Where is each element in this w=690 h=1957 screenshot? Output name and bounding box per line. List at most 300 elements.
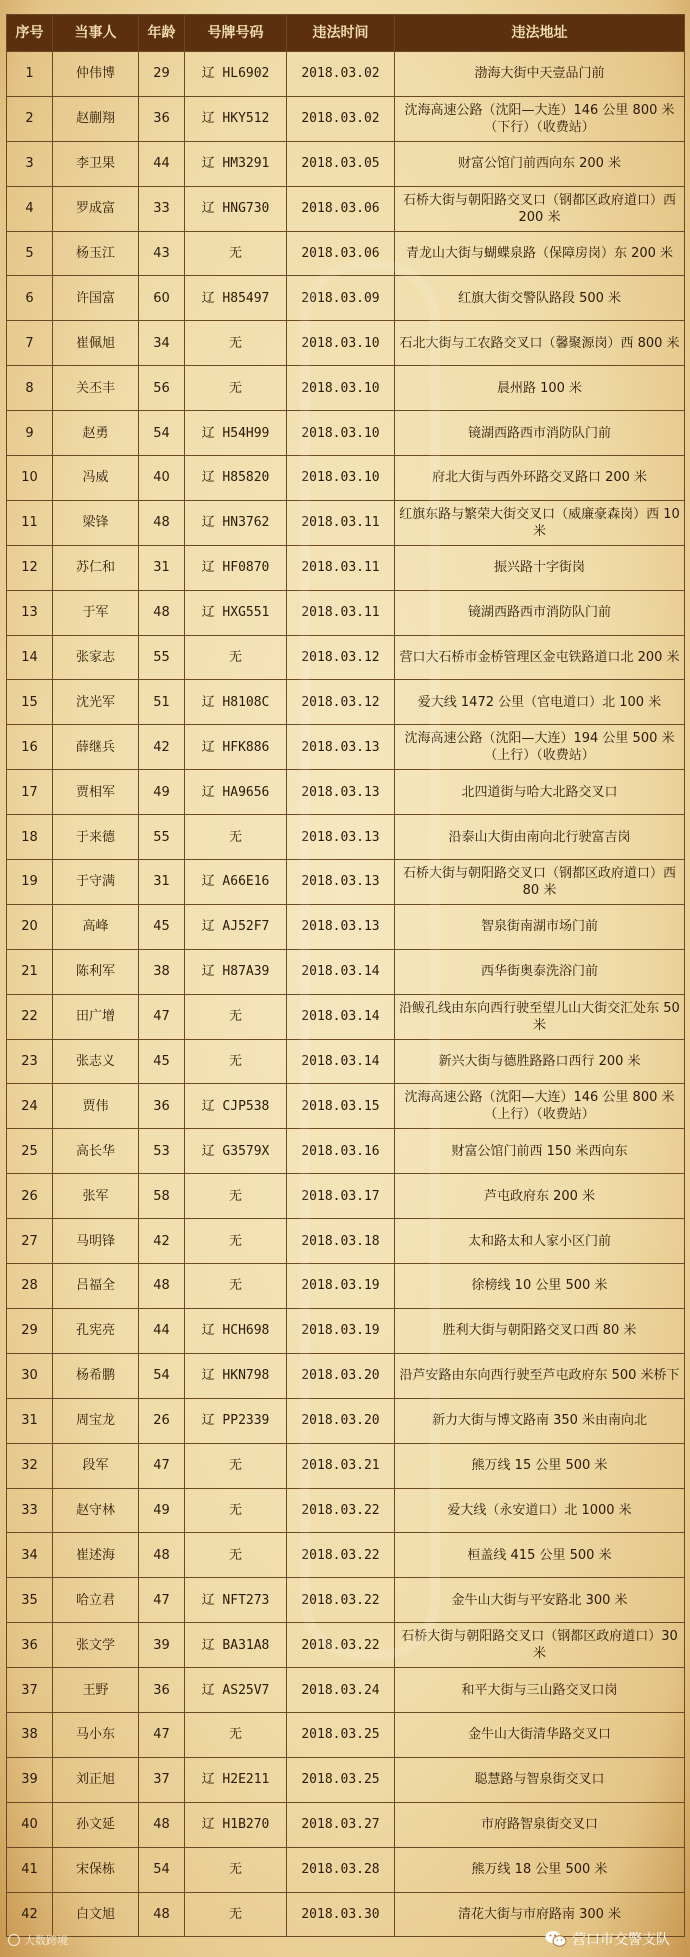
cell-age: 47 bbox=[139, 994, 185, 1039]
cell-index: 12 bbox=[7, 545, 53, 590]
cell-index: 5 bbox=[7, 231, 53, 276]
cell-date: 2018.03.19 bbox=[287, 1264, 395, 1309]
cell-date: 2018.03.13 bbox=[287, 904, 395, 949]
cell-plate: 无 bbox=[185, 1488, 287, 1533]
cell-address: 芦屯政府东 200 米 bbox=[395, 1174, 685, 1219]
table-row bbox=[7, 590, 685, 635]
cell-party: 赵勇 bbox=[53, 411, 139, 456]
cell-date: 2018.03.22 bbox=[287, 1623, 395, 1668]
cell-address: 聪慧路与智泉街交叉口 bbox=[395, 1757, 685, 1802]
table-row bbox=[7, 1264, 685, 1309]
cell-party: 孔宪亮 bbox=[53, 1308, 139, 1353]
table-row bbox=[7, 1757, 685, 1802]
cell-party: 白文旭 bbox=[53, 1892, 139, 1937]
cell-party: 薛继兵 bbox=[53, 725, 139, 770]
cell-age: 33 bbox=[139, 186, 185, 231]
table-row bbox=[7, 860, 685, 905]
cell-party: 张志义 bbox=[53, 1039, 139, 1084]
cell-index: 27 bbox=[7, 1219, 53, 1264]
table-row bbox=[7, 1039, 685, 1084]
cell-index: 35 bbox=[7, 1578, 53, 1623]
logo-icon bbox=[8, 1934, 20, 1946]
cell-plate: 无 bbox=[185, 1533, 287, 1578]
cell-age: 48 bbox=[139, 1533, 185, 1578]
cell-date: 2018.03.20 bbox=[287, 1353, 395, 1398]
cell-party: 高峰 bbox=[53, 904, 139, 949]
cell-address: 金牛山大街清华路交叉口 bbox=[395, 1712, 685, 1757]
cell-address: 和平大街与三山路交叉口岗 bbox=[395, 1668, 685, 1713]
cell-address: 渤海大街中天壹品门前 bbox=[395, 52, 685, 97]
cell-party: 马明锋 bbox=[53, 1219, 139, 1264]
cell-party: 孙文延 bbox=[53, 1802, 139, 1847]
cell-index: 26 bbox=[7, 1174, 53, 1219]
cell-party: 陈利军 bbox=[53, 949, 139, 994]
cell-address: 石北大街与工农路交叉口（馨聚源岗）西 800 米 bbox=[395, 321, 685, 366]
table-row bbox=[7, 500, 685, 545]
cell-date: 2018.03.02 bbox=[287, 96, 395, 141]
cell-party: 杨玉江 bbox=[53, 231, 139, 276]
cell-age: 48 bbox=[139, 500, 185, 545]
cell-date: 2018.03.13 bbox=[287, 770, 395, 815]
cell-address: 石桥大街与朝阳路交叉口（钢都区政府道口）西 200 米 bbox=[395, 186, 685, 231]
cell-date: 2018.03.12 bbox=[287, 635, 395, 680]
cell-date: 2018.03.14 bbox=[287, 1039, 395, 1084]
cell-address: 爱大线（永安道口）北 1000 米 bbox=[395, 1488, 685, 1533]
table-row bbox=[7, 635, 685, 680]
cell-party: 关丕丰 bbox=[53, 366, 139, 411]
table-row bbox=[7, 949, 685, 994]
cell-date: 2018.03.09 bbox=[287, 276, 395, 321]
cell-plate: 辽 HCH698 bbox=[185, 1308, 287, 1353]
cell-age: 26 bbox=[139, 1398, 185, 1443]
cell-age: 34 bbox=[139, 321, 185, 366]
table-row bbox=[7, 411, 685, 456]
cell-plate: 辽 PP2339 bbox=[185, 1398, 287, 1443]
cell-party: 张家志 bbox=[53, 635, 139, 680]
cell-index: 8 bbox=[7, 366, 53, 411]
cell-plate: 辽 H1B270 bbox=[185, 1802, 287, 1847]
cell-party: 崔佩旭 bbox=[53, 321, 139, 366]
cell-address: 石桥大街与朝阳路交叉口（钢都区政府道口）西 80 米 bbox=[395, 860, 685, 905]
cell-address: 镜湖西路西市消防队门前 bbox=[395, 590, 685, 635]
cell-party: 沈光军 bbox=[53, 680, 139, 725]
cell-party: 李卫果 bbox=[53, 141, 139, 186]
cell-index: 28 bbox=[7, 1264, 53, 1309]
col-header-address: 违法地址 bbox=[395, 15, 685, 52]
cell-address: 新兴大街与德胜路路口西行 200 米 bbox=[395, 1039, 685, 1084]
table-row bbox=[7, 1533, 685, 1578]
cell-party: 崔述海 bbox=[53, 1533, 139, 1578]
cell-party: 贾相军 bbox=[53, 770, 139, 815]
cell-index: 40 bbox=[7, 1802, 53, 1847]
table-row bbox=[7, 456, 685, 501]
cell-party: 吕福全 bbox=[53, 1264, 139, 1309]
cell-plate: 无 bbox=[185, 1174, 287, 1219]
cell-index: 1 bbox=[7, 52, 53, 97]
cell-index: 9 bbox=[7, 411, 53, 456]
table-row bbox=[7, 1398, 685, 1443]
cell-date: 2018.03.14 bbox=[287, 949, 395, 994]
cell-index: 29 bbox=[7, 1308, 53, 1353]
cell-plate: 辽 H8108C bbox=[185, 680, 287, 725]
table-row bbox=[7, 680, 685, 725]
cell-party: 田广增 bbox=[53, 994, 139, 1039]
cell-age: 54 bbox=[139, 411, 185, 456]
cell-plate: 辽 HN3762 bbox=[185, 500, 287, 545]
table-row bbox=[7, 1623, 685, 1668]
cell-index: 11 bbox=[7, 500, 53, 545]
cell-date: 2018.03.10 bbox=[287, 321, 395, 366]
cell-index: 42 bbox=[7, 1892, 53, 1937]
table-row bbox=[7, 1802, 685, 1847]
cell-age: 42 bbox=[139, 725, 185, 770]
cell-party: 于守满 bbox=[53, 860, 139, 905]
cell-age: 58 bbox=[139, 1174, 185, 1219]
cell-plate: 辽 AJ52F7 bbox=[185, 904, 287, 949]
cell-party: 周宝龙 bbox=[53, 1398, 139, 1443]
footer-source bbox=[8, 1932, 68, 1948]
cell-age: 51 bbox=[139, 680, 185, 725]
cell-age: 48 bbox=[139, 1892, 185, 1937]
cell-index: 19 bbox=[7, 860, 53, 905]
cell-party: 高长华 bbox=[53, 1129, 139, 1174]
cell-plate: 无 bbox=[185, 1039, 287, 1084]
cell-date: 2018.03.14 bbox=[287, 994, 395, 1039]
cell-party: 于来德 bbox=[53, 815, 139, 860]
cell-address: 智泉街南湖市场门前 bbox=[395, 904, 685, 949]
cell-age: 40 bbox=[139, 456, 185, 501]
table-body bbox=[7, 52, 685, 1937]
cell-date: 2018.03.25 bbox=[287, 1712, 395, 1757]
cell-plate: 无 bbox=[185, 815, 287, 860]
cell-plate: 辽 HNG730 bbox=[185, 186, 287, 231]
table-row bbox=[7, 725, 685, 770]
cell-age: 36 bbox=[139, 96, 185, 141]
cell-age: 44 bbox=[139, 141, 185, 186]
cell-plate: 辽 A66E16 bbox=[185, 860, 287, 905]
cell-plate: 辽 HF0870 bbox=[185, 545, 287, 590]
cell-address: 石桥大街与朝阳路交叉口（钢都区政府道口）30 米 bbox=[395, 1623, 685, 1668]
cell-date: 2018.03.02 bbox=[287, 52, 395, 97]
cell-age: 60 bbox=[139, 276, 185, 321]
cell-date: 2018.03.05 bbox=[287, 141, 395, 186]
cell-age: 42 bbox=[139, 1219, 185, 1264]
cell-party: 杨希鹏 bbox=[53, 1353, 139, 1398]
col-header-party: 当事人 bbox=[53, 15, 139, 52]
cell-index: 7 bbox=[7, 321, 53, 366]
cell-party: 许国富 bbox=[53, 276, 139, 321]
cell-index: 31 bbox=[7, 1398, 53, 1443]
cell-address: 爱大线 1472 公里（官电道口）北 100 米 bbox=[395, 680, 685, 725]
cell-party: 哈立君 bbox=[53, 1578, 139, 1623]
table-header-row bbox=[7, 15, 685, 52]
cell-plate: 无 bbox=[185, 1443, 287, 1488]
cell-date: 2018.03.13 bbox=[287, 860, 395, 905]
cell-party: 梁锋 bbox=[53, 500, 139, 545]
table-row bbox=[7, 545, 685, 590]
cell-address: 桓盖线 415 公里 500 米 bbox=[395, 1533, 685, 1578]
cell-plate: 辽 H54H99 bbox=[185, 411, 287, 456]
cell-index: 38 bbox=[7, 1712, 53, 1757]
cell-plate: 无 bbox=[185, 1264, 287, 1309]
cell-age: 56 bbox=[139, 366, 185, 411]
cell-plate: 辽 BA31A8 bbox=[185, 1623, 287, 1668]
cell-address: 沈海高速公路（沈阳—大连）146 公里 800 米（上行）（收费站） bbox=[395, 1084, 685, 1129]
cell-party: 王野 bbox=[53, 1668, 139, 1713]
cell-date: 2018.03.12 bbox=[287, 680, 395, 725]
col-header-plate: 号牌号码 bbox=[185, 15, 287, 52]
cell-address: 清花大街与市府路南 300 米 bbox=[395, 1892, 685, 1937]
table-row bbox=[7, 52, 685, 97]
col-header-age: 年龄 bbox=[139, 15, 185, 52]
cell-date: 2018.03.20 bbox=[287, 1398, 395, 1443]
cell-party: 刘正旭 bbox=[53, 1757, 139, 1802]
cell-index: 36 bbox=[7, 1623, 53, 1668]
cell-index: 2 bbox=[7, 96, 53, 141]
cell-index: 22 bbox=[7, 994, 53, 1039]
cell-party: 冯威 bbox=[53, 456, 139, 501]
cell-date: 2018.03.18 bbox=[287, 1219, 395, 1264]
cell-index: 25 bbox=[7, 1129, 53, 1174]
cell-age: 47 bbox=[139, 1712, 185, 1757]
cell-party: 宋保栋 bbox=[53, 1847, 139, 1892]
cell-plate: 辽 H2E211 bbox=[185, 1757, 287, 1802]
cell-party: 张文学 bbox=[53, 1623, 139, 1668]
cell-address: 财富公馆门前西 150 米西向东 bbox=[395, 1129, 685, 1174]
cell-plate: 辽 HL6902 bbox=[185, 52, 287, 97]
cell-age: 43 bbox=[139, 231, 185, 276]
cell-plate: 辽 CJP538 bbox=[185, 1084, 287, 1129]
cell-date: 2018.03.30 bbox=[287, 1892, 395, 1937]
cell-date: 2018.03.06 bbox=[287, 231, 395, 276]
cell-address: 熊万线 15 公里 500 米 bbox=[395, 1443, 685, 1488]
table-row bbox=[7, 1668, 685, 1713]
cell-address: 沿芦安路由东向西行驶至芦屯政府东 500 米桥下 bbox=[395, 1353, 685, 1398]
cell-date: 2018.03.24 bbox=[287, 1668, 395, 1713]
cell-address: 红旗东路与繁荣大街交叉口（威廉豪森岗）西 10 米 bbox=[395, 500, 685, 545]
cell-address: 财富公馆门前西向东 200 米 bbox=[395, 141, 685, 186]
cell-age: 55 bbox=[139, 815, 185, 860]
cell-index: 14 bbox=[7, 635, 53, 680]
cell-age: 47 bbox=[139, 1443, 185, 1488]
col-header-index: 序号 bbox=[7, 15, 53, 52]
cell-age: 48 bbox=[139, 1264, 185, 1309]
cell-index: 37 bbox=[7, 1668, 53, 1713]
cell-age: 54 bbox=[139, 1847, 185, 1892]
cell-plate: 无 bbox=[185, 1712, 287, 1757]
cell-address: 沿泰山大街由南向北行驶富吉岗 bbox=[395, 815, 685, 860]
cell-plate: 辽 G3579X bbox=[185, 1129, 287, 1174]
cell-date: 2018.03.16 bbox=[287, 1129, 395, 1174]
cell-plate: 辽 HM3291 bbox=[185, 141, 287, 186]
cell-date: 2018.03.28 bbox=[287, 1847, 395, 1892]
cell-date: 2018.03.27 bbox=[287, 1802, 395, 1847]
cell-party: 赵守林 bbox=[53, 1488, 139, 1533]
cell-plate: 辽 H87A39 bbox=[185, 949, 287, 994]
cell-date: 2018.03.06 bbox=[287, 186, 395, 231]
cell-date: 2018.03.21 bbox=[287, 1443, 395, 1488]
wechat-icon bbox=[545, 1930, 567, 1948]
cell-plate: 无 bbox=[185, 994, 287, 1039]
cell-plate: 辽 HA9656 bbox=[185, 770, 287, 815]
cell-date: 2018.03.17 bbox=[287, 1174, 395, 1219]
cell-plate: 辽 NFT273 bbox=[185, 1578, 287, 1623]
cell-address: 青龙山大街与蝴蝶泉路（保障房岗）东 200 米 bbox=[395, 231, 685, 276]
cell-party: 于军 bbox=[53, 590, 139, 635]
cell-address: 西华街奥泰洗浴门前 bbox=[395, 949, 685, 994]
table-row bbox=[7, 321, 685, 366]
cell-date: 2018.03.11 bbox=[287, 590, 395, 635]
cell-address: 红旗大街交警队路段 500 米 bbox=[395, 276, 685, 321]
cell-index: 18 bbox=[7, 815, 53, 860]
table-row bbox=[7, 186, 685, 231]
cell-plate: 辽 HFK886 bbox=[185, 725, 287, 770]
cell-age: 29 bbox=[139, 52, 185, 97]
cell-index: 33 bbox=[7, 1488, 53, 1533]
cell-date: 2018.03.10 bbox=[287, 411, 395, 456]
cell-address: 沈海高速公路（沈阳—大连）146 公里 800 米（下行）（收费站） bbox=[395, 96, 685, 141]
cell-age: 48 bbox=[139, 1802, 185, 1847]
cell-plate: 辽 H85497 bbox=[185, 276, 287, 321]
cell-age: 39 bbox=[139, 1623, 185, 1668]
cell-plate: 无 bbox=[185, 1847, 287, 1892]
violations-table bbox=[6, 14, 685, 1937]
table-row bbox=[7, 1578, 685, 1623]
cell-plate: 辽 AS25V7 bbox=[185, 1668, 287, 1713]
cell-date: 2018.03.15 bbox=[287, 1084, 395, 1129]
cell-index: 13 bbox=[7, 590, 53, 635]
cell-party: 段军 bbox=[53, 1443, 139, 1488]
cell-address: 振兴路十字街岗 bbox=[395, 545, 685, 590]
cell-age: 47 bbox=[139, 1578, 185, 1623]
cell-date: 2018.03.19 bbox=[287, 1308, 395, 1353]
table-row bbox=[7, 141, 685, 186]
cell-index: 10 bbox=[7, 456, 53, 501]
cell-index: 17 bbox=[7, 770, 53, 815]
cell-plate: 无 bbox=[185, 1219, 287, 1264]
cell-address: 徐榜线 10 公里 500 米 bbox=[395, 1264, 685, 1309]
footer-account-label: 营口市交警支队 bbox=[572, 1932, 670, 1948]
table-row bbox=[7, 1084, 685, 1129]
table-row bbox=[7, 96, 685, 141]
footer-account bbox=[545, 1929, 670, 1949]
cell-age: 49 bbox=[139, 770, 185, 815]
cell-party: 贾伟 bbox=[53, 1084, 139, 1129]
cell-address: 胜利大街与朝阳路交叉口西 80 米 bbox=[395, 1308, 685, 1353]
cell-age: 44 bbox=[139, 1308, 185, 1353]
cell-index: 20 bbox=[7, 904, 53, 949]
cell-date: 2018.03.13 bbox=[287, 725, 395, 770]
table-row bbox=[7, 1712, 685, 1757]
cell-index: 39 bbox=[7, 1757, 53, 1802]
col-header-date: 违法时间 bbox=[287, 15, 395, 52]
cell-party: 苏仁和 bbox=[53, 545, 139, 590]
footer bbox=[0, 1926, 690, 1954]
cell-index: 15 bbox=[7, 680, 53, 725]
table-row bbox=[7, 1174, 685, 1219]
cell-date: 2018.03.25 bbox=[287, 1757, 395, 1802]
cell-index: 41 bbox=[7, 1847, 53, 1892]
cell-address: 太和路太和人家小区门前 bbox=[395, 1219, 685, 1264]
table-row bbox=[7, 1219, 685, 1264]
cell-age: 31 bbox=[139, 545, 185, 590]
cell-date: 2018.03.10 bbox=[287, 456, 395, 501]
table-row bbox=[7, 1443, 685, 1488]
table-row bbox=[7, 1353, 685, 1398]
cell-index: 3 bbox=[7, 141, 53, 186]
cell-index: 23 bbox=[7, 1039, 53, 1084]
cell-age: 48 bbox=[139, 590, 185, 635]
cell-address: 沿鲅孔线由东向西行驶至望儿山大街交汇处东 50 米 bbox=[395, 994, 685, 1039]
cell-age: 37 bbox=[139, 1757, 185, 1802]
cell-address: 营口大石桥市金桥管理区金屯铁路道口北 200 米 bbox=[395, 635, 685, 680]
cell-address: 熊万线 18 公里 500 米 bbox=[395, 1847, 685, 1892]
cell-plate: 无 bbox=[185, 366, 287, 411]
table-row bbox=[7, 366, 685, 411]
cell-age: 45 bbox=[139, 904, 185, 949]
cell-plate: 辽 H85820 bbox=[185, 456, 287, 501]
table-row bbox=[7, 1308, 685, 1353]
cell-address: 沈海高速公路（沈阳—大连）194 公里 500 米（上行）（收费站） bbox=[395, 725, 685, 770]
cell-age: 54 bbox=[139, 1353, 185, 1398]
cell-index: 32 bbox=[7, 1443, 53, 1488]
table-row bbox=[7, 1129, 685, 1174]
table-row bbox=[7, 1488, 685, 1533]
cell-date: 2018.03.22 bbox=[287, 1533, 395, 1578]
cell-party: 罗成富 bbox=[53, 186, 139, 231]
cell-plate: 辽 HXG551 bbox=[185, 590, 287, 635]
cell-age: 49 bbox=[139, 1488, 185, 1533]
cell-index: 4 bbox=[7, 186, 53, 231]
cell-address: 镜湖西路西市消防队门前 bbox=[395, 411, 685, 456]
cell-plate: 辽 HKY512 bbox=[185, 96, 287, 141]
cell-plate: 无 bbox=[185, 321, 287, 366]
cell-index: 21 bbox=[7, 949, 53, 994]
cell-plate: 无 bbox=[185, 1892, 287, 1937]
cell-index: 16 bbox=[7, 725, 53, 770]
cell-age: 31 bbox=[139, 860, 185, 905]
cell-party: 仲伟博 bbox=[53, 52, 139, 97]
cell-address: 市府路智泉街交叉口 bbox=[395, 1802, 685, 1847]
table-row bbox=[7, 994, 685, 1039]
table-row bbox=[7, 815, 685, 860]
cell-address: 新力大街与博文路南 350 米由南向北 bbox=[395, 1398, 685, 1443]
cell-date: 2018.03.10 bbox=[287, 366, 395, 411]
table-row bbox=[7, 770, 685, 815]
cell-address: 北四道街与哈大北路交叉口 bbox=[395, 770, 685, 815]
cell-date: 2018.03.13 bbox=[287, 815, 395, 860]
table-row bbox=[7, 276, 685, 321]
cell-index: 34 bbox=[7, 1533, 53, 1578]
cell-plate: 无 bbox=[185, 231, 287, 276]
cell-address: 晨州路 100 米 bbox=[395, 366, 685, 411]
cell-date: 2018.03.22 bbox=[287, 1578, 395, 1623]
cell-party: 赵蒯翔 bbox=[53, 96, 139, 141]
cell-date: 2018.03.22 bbox=[287, 1488, 395, 1533]
cell-date: 2018.03.11 bbox=[287, 545, 395, 590]
cell-age: 55 bbox=[139, 635, 185, 680]
cell-age: 53 bbox=[139, 1129, 185, 1174]
table-row bbox=[7, 904, 685, 949]
cell-age: 38 bbox=[139, 949, 185, 994]
cell-index: 6 bbox=[7, 276, 53, 321]
cell-age: 36 bbox=[139, 1668, 185, 1713]
cell-age: 45 bbox=[139, 1039, 185, 1084]
table-row bbox=[7, 1847, 685, 1892]
table-row bbox=[7, 231, 685, 276]
footer-source-label: 大数跨境 bbox=[24, 1934, 68, 1947]
cell-plate: 无 bbox=[185, 635, 287, 680]
